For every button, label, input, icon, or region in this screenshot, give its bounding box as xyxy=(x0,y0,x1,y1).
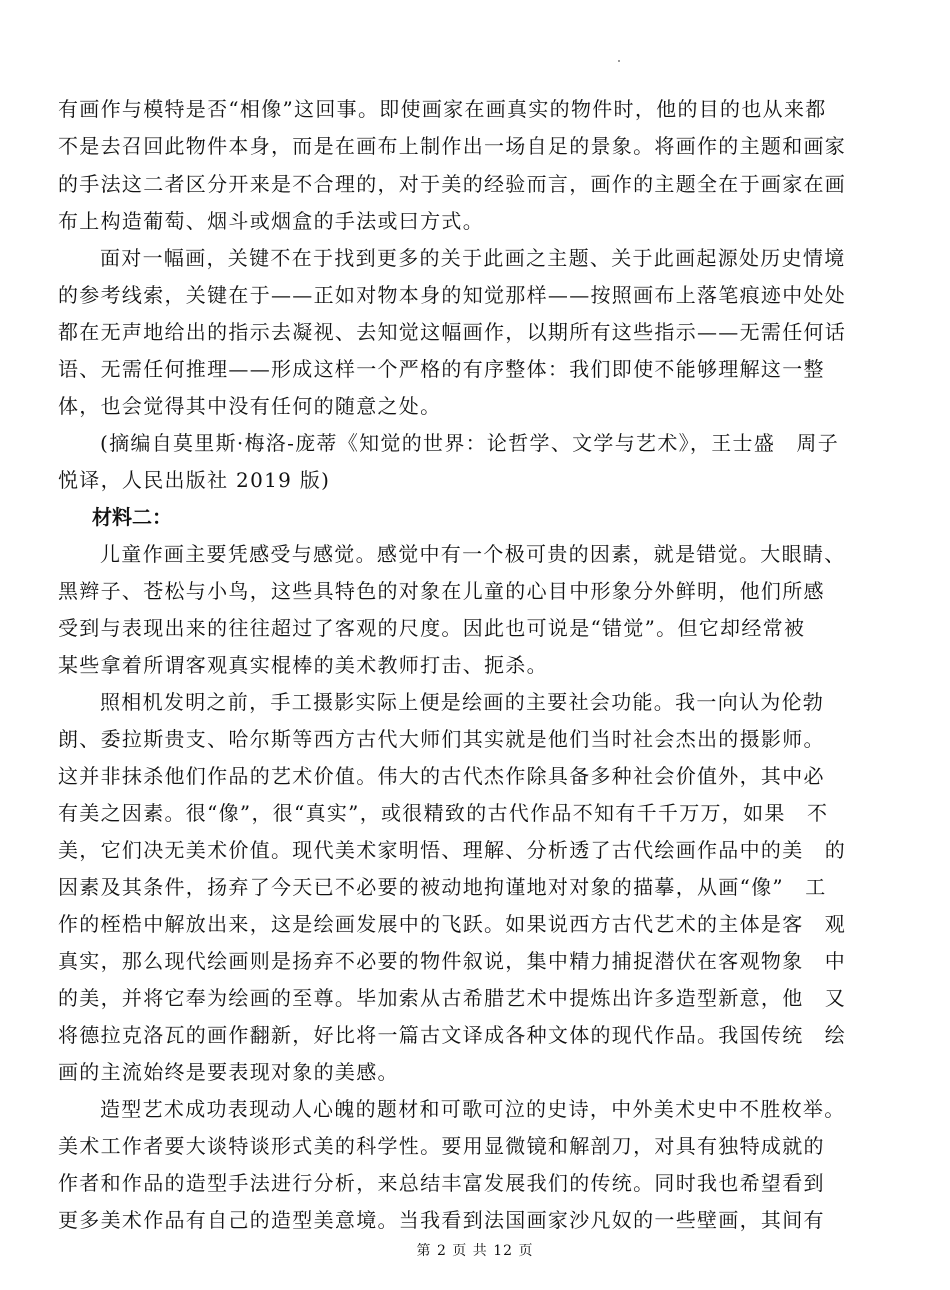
text-line: 体，也会觉得其中没有任何的随意之处。 xyxy=(58,394,442,418)
citation-line: 悦译，人民出版社 2019 版) xyxy=(58,468,331,492)
text-line: 语、无需任何推理——形成这样一个严格的有序整体：我们即使不能够理解这一整 xyxy=(58,357,825,381)
text-line: 受到与表现出来的往往超过了客观的尺度。因此也可说是“错觉”。但它却经常被 xyxy=(58,616,806,640)
text-line: 布上构造葡萄、烟斗或烟盒的手法或曰方式。 xyxy=(58,209,484,233)
text-line: 这并非抹杀他们作品的艺术价值。伟大的古代杰作除具备多种社会价值外，其中必 xyxy=(58,764,825,788)
text-line: 某些拿着所谓客观真实棍棒的美术教师打击、扼杀。 xyxy=(58,653,548,677)
text-line: 儿童作画主要凭感受与感觉。感觉中有一个极可贵的因素，就是错觉。大眼睛、 xyxy=(100,542,846,566)
text-line: 画的主流始终是要表现对象的美感。 xyxy=(58,1060,399,1084)
text-line: 都在无声地给出的指示去凝视、去知觉这幅画作，以期所有这些指示——无需任何话 xyxy=(58,320,847,344)
text-line: 作的桎梏中解放出来，这是绘画发展中的飞跃。如果说西方古代艺术的主体是客 观 xyxy=(58,912,847,936)
section-heading: 材料二： xyxy=(92,505,172,529)
text-line: 美术工作者要大谈特谈形式美的科学性。要用显微镜和解剖刀，对具有独特成就的 xyxy=(58,1134,825,1158)
text-line: 面对一幅画，关键不在于找到更多的关于此画之主题、关于此画起源处历史情境 xyxy=(100,246,846,270)
text-line: 的参考线索，关键在于——正如对物本身的知觉那样——按照画布上落笔痕迹中处处 xyxy=(58,283,847,307)
text-line: 的手法这二者区分开来是不合理的，对于美的经验而言，画作的主题全在于画家在画 xyxy=(58,172,847,196)
citation-line: (摘编自莫里斯·梅洛-庞蒂《知觉的世界：论哲学、文学与艺术》，王士盛 周子 xyxy=(100,431,840,455)
scan-speck xyxy=(618,60,620,62)
text-line: 朗、委拉斯贵支、哈尔斯等西方古代大师们其实就是他们当时社会杰出的摄影师。 xyxy=(58,727,825,751)
text-line: 作者和作品的造型手法进行分析，来总结丰富发展我们的传统。同时我也希望看到 xyxy=(58,1171,825,1195)
page-number-footer: 第 2 页 共 12 页 xyxy=(416,1243,534,1259)
text-line: 更多美术作品有自己的造型美意境。当我看到法国画家沙凡奴的一些壁画，其间有 xyxy=(58,1208,825,1232)
text-line: 有美之因素。很“像”，很“真实”，或很精致的古代作品不知有千千万万，如果 不 xyxy=(58,801,829,825)
text-line: 真实，那么现代绘画则是扬弃不必要的物件叙说，集中精力捕捉潜伏在客观物象 中 xyxy=(58,949,847,973)
text-line: 将德拉克洛瓦的画作翻新，好比将一篇古文译成各种文体的现代作品。我国传统 绘 xyxy=(58,1023,847,1047)
text-line: 造型艺术成功表现动人心魄的题材和可歌可泣的史诗，中外美术史中不胜枚举。 xyxy=(100,1097,846,1121)
text-line: 美，它们决无美术价值。现代美术家明悟、理解、分析透了古代绘画作品中的美 的 xyxy=(58,838,847,862)
text-line: 有画作与模特是否“相像”这回事。即使画家在画真实的物件时，他的目的也从来都 xyxy=(58,97,827,121)
text-line: 不是去召回此物件本身，而是在画布上制作出一场自足的景象。将画作的主题和画家 xyxy=(58,134,847,158)
text-line: 的美，并将它奉为绘画的至尊。毕加索从古希腊艺术中提炼出许多造型新意，他 又 xyxy=(58,986,847,1010)
text-line: 黑辫子、苍松与小鸟，这些具特色的对象在儿童的心目中形象分外鲜明，他们所感 xyxy=(58,579,825,603)
text-line: 照相机发明之前，手工摄影实际上便是绘画的主要社会功能。我一向认为伦勃 xyxy=(100,690,825,714)
text-line: 因素及其条件，扬弃了今天已不必要的被动地拘谨地对对象的描摹，从画“像” 工 xyxy=(58,875,827,899)
